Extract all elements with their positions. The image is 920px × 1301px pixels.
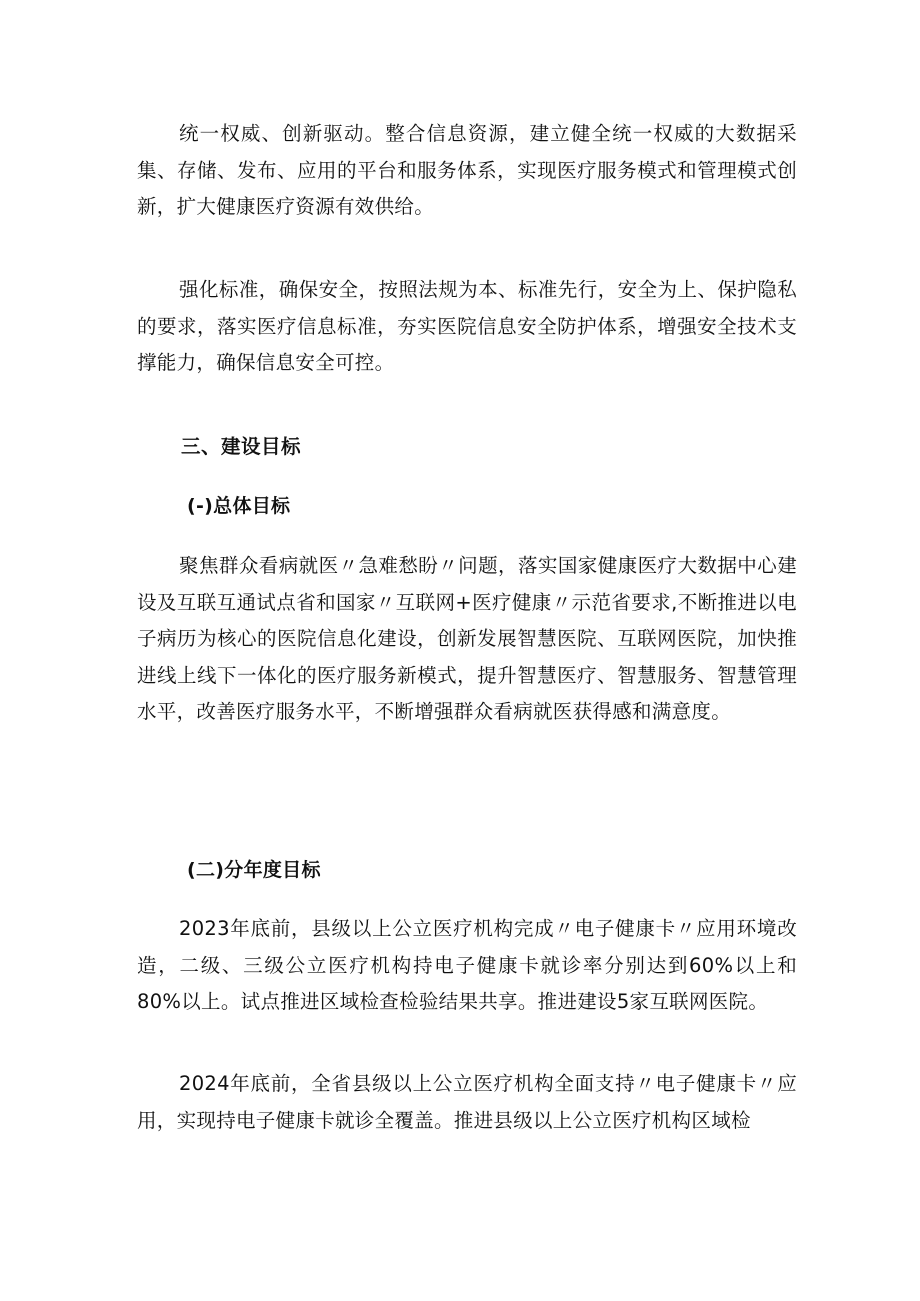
paragraph-principle-standards-security: 强化标准，确保安全，按照法规为本、标准先行，安全为上、保护隐私的要求，落实医疗信息标准，夯实医院信息安全防护体系，增强安全技术支撑能力，确保信息安全可控。 xyxy=(137,278,797,374)
section-heading-construction-goals: 三、建设目标 xyxy=(181,435,302,458)
paragraph-goal-2023: 2023年底前，县级以上公立医疗机构完成〃电子健康卡〃应用环境改造，二级、三级公立医疗机构持电子健康卡就诊率分别达到60%以上和80%以上。试点推进区域检查检验结果共享。推进建设5家互联网医院。 xyxy=(137,917,797,1013)
paragraph-overall-goals: 聚焦群众看病就医〃急难愁盼〃问题，落实国家健康医疗大数据中心建设及互联互通试点省和国家〃互联网+医疗健康〃示范省要求,不断推进以电子病历为核心的医院信息化建设，创新发展智慧医院、互联网医院，加快推进线上线下一体化的医疗服务新模式，提升智慧医疗、智慧服务、智慧管理水平，改善医疗服务水平，不断增强群众看病就医获得感和满意度。 xyxy=(137,554,797,723)
paragraph-goal-2024: 2024年底前，全省县级以上公立医疗机构全面支持〃电子健康卡〃应用，实现持电子健康卡就诊全覆盖。推进县级以上公立医疗机构区域检 xyxy=(137,1072,797,1132)
paragraph-principle-unified-authority: 统一权威、创新驱动。整合信息资源，建立健全统一权威的大数据采集、存储、发布、应用的平台和服务体系，实现医疗服务模式和管理模式创新，扩大健康医疗资源有效供给。 xyxy=(137,122,797,218)
subheading-overall-goals: (-)总体目标 xyxy=(187,495,291,517)
subheading-annual-goals: (二)分年度目标 xyxy=(187,859,321,881)
